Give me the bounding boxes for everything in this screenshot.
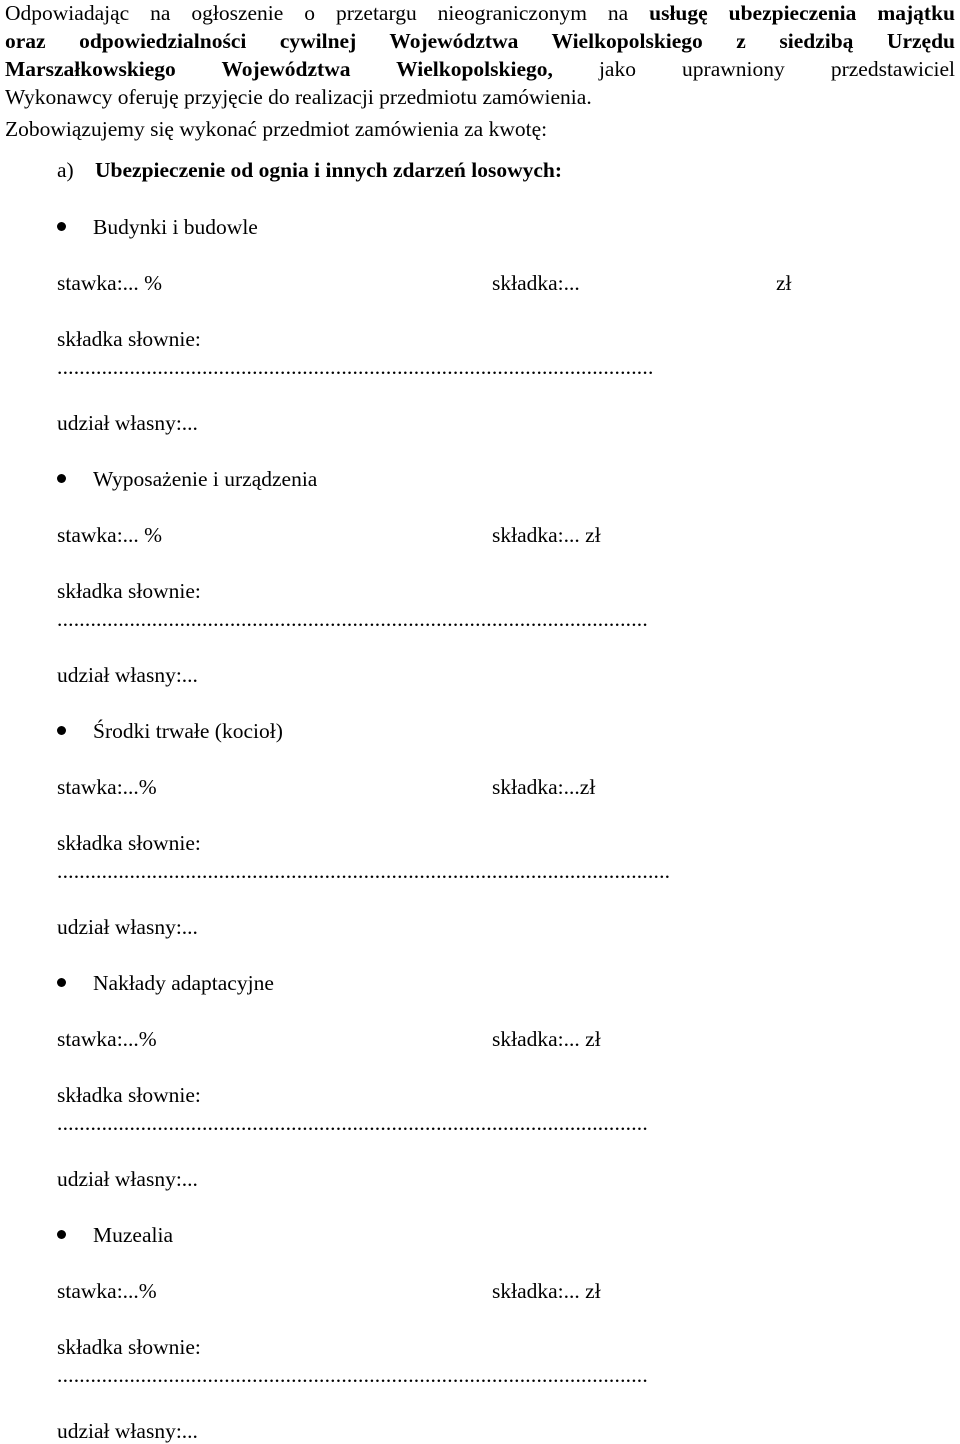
stawka-field: stawka:...% — [57, 775, 157, 799]
skladka-field: składka:... zł — [492, 1279, 601, 1303]
stawka-field: stawka:... % — [57, 523, 163, 547]
skladka-slownie-label: składka słownie: — [57, 831, 201, 855]
udzial-wlasny-field: udział własny:... — [57, 663, 198, 687]
skladka-field: składka:... zł — [492, 523, 601, 547]
item-title: Środki trwałe (kocioł) — [93, 719, 283, 743]
section-marker: a) — [57, 158, 74, 182]
intro-line-2: oraz odpowiedzialności cywilnej Województwa Wielkopolskiego z siedzibą Urzędu — [5, 29, 955, 53]
skladka-field: składka:... — [492, 271, 580, 295]
skladka-slownie-label: składka słownie: — [57, 1335, 201, 1359]
intro-text: Odpowiadając na ogłoszenie o przetargu nieograniczonym na — [5, 1, 650, 25]
bullet-icon — [57, 978, 66, 987]
dotted-fill-line: .......................................................................................................... — [57, 607, 648, 631]
item-title: Muzealia — [93, 1223, 173, 1247]
dotted-fill-line: .............................................................................................................. — [57, 859, 671, 883]
udzial-wlasny-field: udział własny:... — [57, 915, 198, 939]
udzial-wlasny-field: udział własny:... — [57, 1419, 198, 1443]
section-title: Ubezpieczenie od ognia i innych zdarzeń losowych: — [95, 158, 563, 182]
skladka-field: składka:... zł — [492, 1027, 601, 1051]
intro-bold-text: usługę ubezpieczenia majątku — [649, 1, 955, 25]
stawka-field: stawka:...% — [57, 1279, 157, 1303]
item-title: Wyposażenie i urządzenia — [93, 467, 318, 491]
intro-line-4: Wykonawcy oferuję przyjęcie do realizacji przedmiotu zamówienia. — [5, 85, 592, 109]
udzial-wlasny-field: udział własny:... — [57, 411, 198, 435]
dotted-fill-line: ........................................................................................................... — [57, 355, 654, 379]
skladka-slownie-label: składka słownie: — [57, 579, 201, 603]
bullet-icon — [57, 222, 66, 231]
dotted-fill-line: .......................................................................................................... — [57, 1111, 648, 1135]
skladka-unit: zł — [776, 271, 792, 295]
item-title: Nakłady adaptacyjne — [93, 971, 274, 995]
skladka-slownie-label: składka słownie: — [57, 1083, 201, 1107]
intro-line-1 — [5, 3, 955, 25]
skladka-field: składka:...zł — [492, 775, 596, 799]
bullet-icon — [57, 474, 66, 483]
item-title: Budynki i budowle — [93, 215, 258, 239]
stawka-field: stawka:...% — [57, 1027, 157, 1051]
intro-bold-text: Marszałkowskiego Województwa Wielkopolskiego, — [5, 57, 553, 81]
udzial-wlasny-field: udział własny:... — [57, 1167, 198, 1191]
intro-text: jako uprawniony przedstawiciel — [552, 57, 955, 81]
stawka-field: stawka:... % — [57, 271, 163, 295]
dotted-fill-line: .......................................................................................................... — [57, 1363, 648, 1387]
bullet-icon — [57, 1230, 66, 1239]
intro-line-3 — [5, 59, 955, 81]
skladka-slownie-label: składka słownie: — [57, 327, 201, 351]
intro-line-5: Zobowiązujemy się wykonać przedmiot zamówienia za kwotę: — [5, 117, 548, 141]
bullet-icon — [57, 726, 66, 735]
